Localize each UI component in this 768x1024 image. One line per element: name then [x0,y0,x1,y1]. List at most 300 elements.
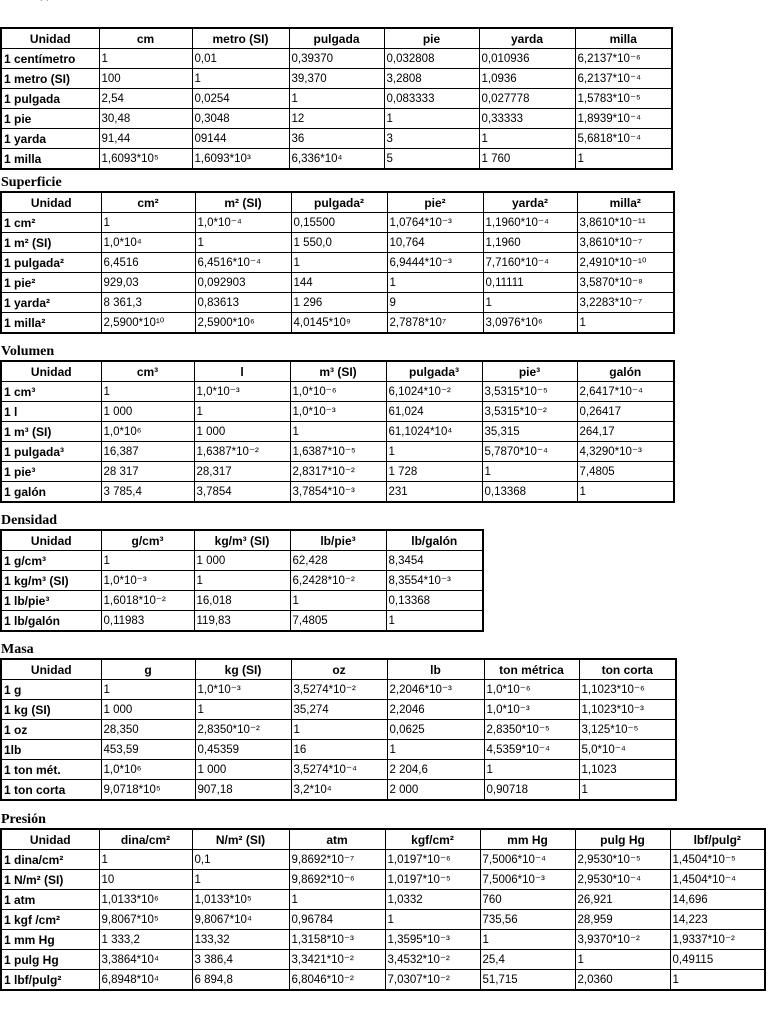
value-cell: 100 [99,69,192,89]
value-cell: 5,7870*10⁻⁴ [482,442,577,462]
value-cell: 0,26417 [577,402,674,422]
table-row [1,760,676,780]
section-mass [0,642,677,801]
column-header: cm² [101,192,195,213]
value-cell: 6 894,8 [192,970,289,991]
value-cell: 1 [99,49,192,69]
value-cell: 5,6818*10⁻⁴ [575,129,672,149]
table-row [1,551,483,571]
value-cell: 0,13368 [386,591,483,611]
column-header: pulgada [289,28,384,49]
row-label: 1 kgf /cm² [1,910,99,930]
header-row [1,659,676,680]
value-cell: 1 [101,213,195,233]
value-cell: 1,9337*10⁻² [670,930,765,950]
value-cell: 35,315 [482,422,577,442]
value-cell: 1,0936 [479,69,575,89]
value-cell: 3,2808 [384,69,479,89]
value-cell: 0,33333 [479,109,575,129]
value-cell: 1 [384,109,479,129]
value-cell: 2,8317*10⁻² [290,462,386,482]
value-cell: 1,0*10⁻³ [484,700,579,720]
column-header: Unidad [1,530,101,551]
row-label: 1 kg/m³ (SI) [1,571,101,591]
column-header: yarda [479,28,575,49]
value-cell: 2,2046*10⁻³ [387,680,484,700]
value-cell: 1 [290,422,386,442]
row-label: 1 lb/pie³ [1,591,101,611]
value-cell: 1,0*10⁻³ [194,382,290,402]
section-volume [0,344,675,503]
table-row [1,780,676,801]
value-cell: 16 [291,740,387,760]
value-cell: 25,4 [480,950,575,970]
section-density [0,513,484,632]
value-cell: 30,48 [99,109,192,129]
value-cell: 51,715 [480,970,575,991]
value-cell: 3,2283*10⁻⁷ [577,293,674,313]
table-row [1,482,674,503]
value-cell: 1 [577,313,674,334]
value-cell: 14,223 [670,910,765,930]
value-cell: 1 [387,273,483,293]
value-cell: 760 [480,890,575,910]
table-row [1,740,676,760]
value-cell: 1 [194,571,290,591]
column-header: cm³ [101,361,194,382]
table-row [1,442,674,462]
table-row [1,910,765,930]
value-cell: 1 296 [291,293,387,313]
table-row [1,273,674,293]
row-label: 1 milla² [1,313,101,334]
value-cell: 907,18 [195,780,291,801]
value-cell: 8,3454 [386,551,483,571]
value-cell: 12 [289,109,384,129]
column-header: kg (SI) [195,659,291,680]
value-cell: 3,125*10⁻⁵ [579,720,676,740]
value-cell: 1,0197*10⁻⁵ [385,870,480,890]
value-cell: 1 [99,850,192,870]
column-header: m³ (SI) [290,361,386,382]
value-cell: 6,4516 [101,253,195,273]
value-cell: 9,8692*10⁻⁶ [289,870,385,890]
column-header: milla² [577,192,674,213]
value-cell: 9 [387,293,483,313]
value-cell: 1 [291,720,387,740]
value-cell: 1 [290,591,386,611]
column-header: pulg Hg [575,829,670,850]
column-header: oz [291,659,387,680]
value-cell: 7,5006*10⁻³ [480,870,575,890]
value-cell: 36 [289,129,384,149]
table-row [1,402,674,422]
value-cell: 231 [386,482,482,503]
value-cell: 16,387 [101,442,194,462]
header-row [1,530,483,551]
value-cell: 8,3554*10⁻³ [386,571,483,591]
column-header: Unidad [1,28,99,49]
value-cell: 1 550,0 [291,233,387,253]
row-label: 1 milla [1,149,99,170]
value-cell: 1 000 [194,551,290,571]
column-header: lb/galón [386,530,483,551]
value-cell: 09144 [192,129,289,149]
table-row [1,382,674,402]
value-cell: 1 728 [386,462,482,482]
table-row [1,930,765,950]
value-cell: 1 [385,910,480,930]
table-row [1,700,676,720]
value-cell: 1,3158*10⁻³ [289,930,385,950]
column-header: cm [99,28,192,49]
value-cell: 28 317 [101,462,194,482]
table-row [1,890,765,910]
row-label: 1 kg (SI) [1,700,101,720]
value-cell: 3,5315*10⁻⁵ [482,382,577,402]
row-label: 1 metro (SI) [1,69,99,89]
row-label: 1 pie³ [1,462,101,482]
value-cell: 1,8939*10⁻⁴ [575,109,672,129]
value-cell: 1 760 [479,149,575,170]
value-cell: 7,0307*10⁻² [385,970,480,991]
row-label: 1 m² (SI) [1,233,101,253]
value-cell: 0,0625 [387,720,484,740]
value-cell: 2,5900*10¹⁰ [101,313,195,334]
value-cell: 28,317 [194,462,290,482]
section-pressure [0,812,766,991]
value-cell: 3,0976*10⁶ [483,313,577,334]
value-cell: 91,44 [99,129,192,149]
value-cell: 119,83 [194,611,290,632]
value-cell: 1 [195,700,291,720]
value-cell: 1,0*10⁻³ [101,571,194,591]
column-header: pulgada³ [386,361,482,382]
pressure-table [0,828,766,991]
column-header: Unidad [1,829,99,850]
value-cell: 14,696 [670,890,765,910]
column-header: Unidad [1,192,101,213]
value-cell: 3,4532*10⁻² [385,950,480,970]
table-row [1,149,672,170]
row-label: 1 yarda [1,129,99,149]
value-cell: 1,6093*10⁵ [99,149,192,170]
value-cell: 3,8610*10⁻⁷ [577,233,674,253]
value-cell: 1,1023*10⁻³ [579,700,676,720]
row-label: 1 cm³ [1,382,101,402]
column-header: atm [289,829,385,850]
section-title: Superficie [1,175,62,190]
value-cell: 0,027778 [479,89,575,109]
column-header: N/m² (SI) [192,829,289,850]
value-cell: 1,1023*10⁻⁶ [579,680,676,700]
column-header: l [194,361,290,382]
value-cell: 1,0332 [385,890,480,910]
table-row [1,462,674,482]
column-header: pulgada² [291,192,387,213]
table-row [1,571,483,591]
row-label: 1lb [1,740,101,760]
value-cell: 3,5315*10⁻² [482,402,577,422]
value-cell: 16,018 [194,591,290,611]
value-cell: 1,4504*10⁻⁴ [670,870,765,890]
value-cell: 3,3421*10⁻² [289,950,385,970]
value-cell: 3,8610*10⁻¹¹ [577,213,674,233]
value-cell: 6,2137*10⁻⁶ [575,49,672,69]
row-label: 1 pulg Hg [1,950,99,970]
value-cell: 1,6387*10⁻² [194,442,290,462]
density-table [0,529,484,632]
column-header: ton métrica [484,659,579,680]
value-cell: 1,0*10⁻⁴ [195,213,291,233]
value-cell: 1,6387*10⁻⁵ [290,442,386,462]
value-cell: 3 [384,129,479,149]
value-cell: 28,959 [575,910,670,930]
column-header: metro (SI) [192,28,289,49]
row-label: 1 cm² [1,213,101,233]
row-label: 1 mm Hg [1,930,99,950]
value-cell: 1,0197*10⁻⁶ [385,850,480,870]
value-cell: 3,7854*10⁻³ [290,482,386,503]
area-table [0,191,675,334]
row-label: 1 pie [1,109,99,129]
value-cell: 6,4516*10⁻⁴ [195,253,291,273]
value-cell: 6,336*10⁴ [289,149,384,170]
value-cell: 1,0*10⁻³ [195,680,291,700]
table-row [1,129,672,149]
value-cell: 453,59 [101,740,195,760]
value-cell: 8 361,3 [101,293,195,313]
value-cell: 1,3595*10⁻³ [385,930,480,950]
column-header: milla [575,28,672,49]
row-label: 1 g/cm³ [1,551,101,571]
value-cell: 1,0133*10⁵ [192,890,289,910]
column-header: g/cm³ [101,530,194,551]
value-cell: 1,1960 [483,233,577,253]
header-row [1,361,674,382]
value-cell: 1,6018*10⁻² [101,591,194,611]
value-cell: 2,54 [99,89,192,109]
value-cell: 1,5783*10⁻⁵ [575,89,672,109]
value-cell: 1 [480,930,575,950]
value-cell: 735,56 [480,910,575,930]
value-cell: 264,17 [577,422,674,442]
value-cell: 5 [384,149,479,170]
value-cell: 1 [194,402,290,422]
table-row [1,850,765,870]
value-cell: 1 [387,740,484,760]
value-cell: 3,5274*10⁻⁴ [291,760,387,780]
column-header: kgf/cm² [385,829,480,850]
table-row [1,233,674,253]
value-cell: 9,8692*10⁻⁷ [289,850,385,870]
section-title: Presión [1,812,46,827]
value-cell: 929,03 [101,273,195,293]
value-cell: 1 [386,611,483,632]
table-row [1,49,672,69]
value-cell: 7,7160*10⁻⁴ [483,253,577,273]
header-row [1,28,672,49]
row-label: 1 pie² [1,273,101,293]
row-label: 1 galón [1,482,101,503]
value-cell: 2,8350*10⁻² [195,720,291,740]
column-header: lb [387,659,484,680]
value-cell: 6,8046*10⁻² [289,970,385,991]
value-cell: 35,274 [291,700,387,720]
column-header: mm Hg [480,829,575,850]
value-cell: 1 [289,89,384,109]
value-cell: 7,5006*10⁻⁴ [480,850,575,870]
value-cell: 3 386,4 [192,950,289,970]
value-cell: 2,5900*10⁶ [195,313,291,334]
value-cell: 2,0360 [575,970,670,991]
value-cell: 5,0*10⁻⁴ [579,740,676,760]
value-cell: 1 000 [194,422,290,442]
row-label: 1 g [1,680,101,700]
value-cell: 1 333,2 [99,930,192,950]
header-row [1,192,674,213]
column-header: kg/m³ (SI) [194,530,290,551]
value-cell: 9,8067*10⁵ [99,910,192,930]
value-cell: 6,1024*10⁻² [386,382,482,402]
value-cell: 61,024 [386,402,482,422]
value-cell: 2,9530*10⁻⁴ [575,870,670,890]
section-title: Densidad [1,513,58,528]
value-cell: 1 000 [101,700,195,720]
value-cell: 1 [386,442,482,462]
value-cell: 0,83613 [195,293,291,313]
top-mark: ˙ ˙ [40,0,50,10]
column-header: g [101,659,195,680]
value-cell: 6,9444*10⁻³ [387,253,483,273]
value-cell: 6,2137*10⁻⁴ [575,69,672,89]
mass-table [0,658,677,801]
value-cell: 7,4805 [290,611,386,632]
value-cell: 28,350 [101,720,195,740]
value-cell: 0,13368 [482,482,577,503]
value-cell: 2,8350*10⁻⁵ [484,720,579,740]
value-cell: 6,2428*10⁻² [290,571,386,591]
value-cell: 3,5274*10⁻² [291,680,387,700]
value-cell: 3,5870*10⁻⁸ [577,273,674,293]
table-row [1,680,676,700]
column-header: Unidad [1,361,101,382]
column-header: ton corta [579,659,676,680]
value-cell: 7,4805 [577,462,674,482]
value-cell: 0,01 [192,49,289,69]
value-cell: 1,0*10⁻³ [290,402,386,422]
value-cell: 1 [670,970,765,991]
value-cell: 1,0*10⁶ [101,760,195,780]
value-cell: 2,6417*10⁻⁴ [577,382,674,402]
value-cell: 2,2046 [387,700,484,720]
value-cell: 61,1024*10⁴ [386,422,482,442]
value-cell: 0,032808 [384,49,479,69]
value-cell: 9,8067*10⁴ [192,910,289,930]
value-cell: 1 [289,890,385,910]
table-row [1,870,765,890]
value-cell: 1 [484,760,579,780]
value-cell: 0,39370 [289,49,384,69]
row-label: 1 ton mét. [1,760,101,780]
value-cell: 3,9370*10⁻² [575,930,670,950]
row-label: 1 pulgada³ [1,442,101,462]
column-header: pie² [387,192,483,213]
value-cell: 2,9530*10⁻⁵ [575,850,670,870]
length-table [0,27,673,170]
value-cell: 1 [101,382,194,402]
value-cell: 2,7878*10⁷ [387,313,483,334]
value-cell: 1,6093*10³ [192,149,289,170]
value-cell: 4,5359*10⁻⁴ [484,740,579,760]
row-label: 1 l [1,402,101,422]
table-row [1,109,672,129]
value-cell: 1 [101,551,194,571]
column-header: dina/cm² [99,829,192,850]
section-title: Masa [1,642,34,657]
table-row [1,293,674,313]
column-header: yarda² [483,192,577,213]
value-cell: 39,370 [289,69,384,89]
row-label: 1 dina/cm² [1,850,99,870]
value-cell: 1,0133*10⁶ [99,890,192,910]
value-cell: 9,0718*10⁵ [101,780,195,801]
value-cell: 0,45359 [195,740,291,760]
value-cell: 0,010936 [479,49,575,69]
value-cell: 1,4504*10⁻⁵ [670,850,765,870]
value-cell: 1 [192,69,289,89]
row-label: 1 pulgada² [1,253,101,273]
section-title: Volumen [1,344,55,359]
table-row [1,591,483,611]
value-cell: 1,0*10⁻⁶ [290,382,386,402]
value-cell: 10 [99,870,192,890]
value-cell: 1,0*10⁻⁶ [484,680,579,700]
table-row [1,313,674,334]
row-label: 1 centímetro [1,49,99,69]
row-label: 1 m³ (SI) [1,422,101,442]
table-row [1,69,672,89]
value-cell: 3,2*10⁴ [291,780,387,801]
value-cell: 4,3290*10⁻³ [577,442,674,462]
table-row [1,213,674,233]
row-label: 1 ton corta [1,780,101,801]
value-cell: 3 785,4 [101,482,194,503]
value-cell: 133,32 [192,930,289,950]
value-cell: 1 000 [195,760,291,780]
value-cell: 0,96784 [289,910,385,930]
column-header: lb/pie³ [290,530,386,551]
value-cell: 0,11111 [483,273,577,293]
table-row [1,89,672,109]
value-cell: 10,764 [387,233,483,253]
row-label: 1 N/m² (SI) [1,870,99,890]
value-cell: 3,3864*10⁴ [99,950,192,970]
value-cell: 0,092903 [195,273,291,293]
value-cell: 1 [291,253,387,273]
value-cell: 1,1023 [579,760,676,780]
column-header: lbf/pulg² [670,829,765,850]
value-cell: 1 [195,233,291,253]
value-cell: 0,1 [192,850,289,870]
column-header: Unidad [1,659,101,680]
column-header: pie³ [482,361,577,382]
value-cell: 1 [192,870,289,890]
table-row [1,422,674,442]
value-cell: 1,0*10⁶ [101,422,194,442]
table-row [1,720,676,740]
value-cell: 144 [291,273,387,293]
